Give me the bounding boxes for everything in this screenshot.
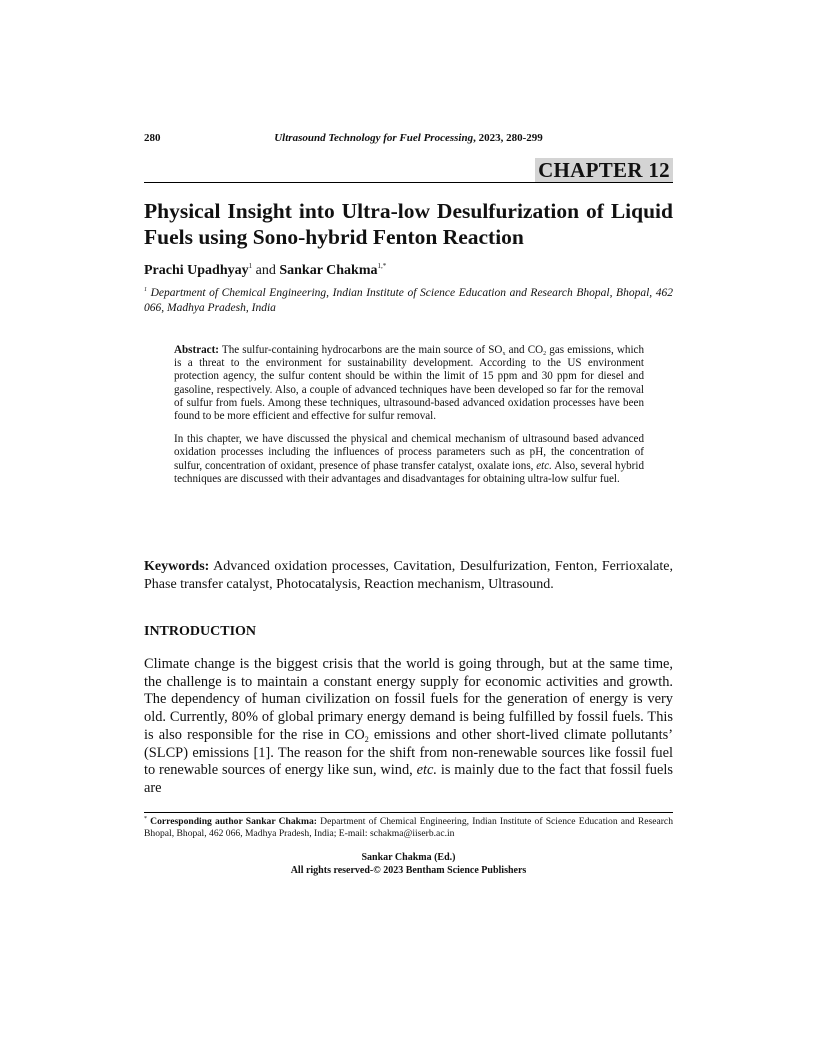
chapter-label: CHAPTER 12 [535,158,673,182]
page-number: 280 [144,132,161,144]
author-name: Sankar Chakma [279,263,378,278]
footnote [144,816,673,839]
author-affiliation-mark: 1 [248,262,253,270]
author-line [144,262,386,280]
footnote-rule [144,812,673,813]
keywords-label: Keywords: [144,559,210,574]
subscript: 2 [364,734,369,744]
footnote-mark: * [144,816,147,822]
author-affiliation-mark: 1,* [377,262,387,270]
keywords-list: Advanced oxidation processes, Cavitation, Desulfurization, Fenton, Ferrioxalate, Phase transfer catalyst, Photocatalysis, Reaction mechanism, Ultrasound. [144,559,673,592]
section-heading: INTRODUCTION [144,624,257,639]
footnote-label: Corresponding author Sankar Chakma: [147,816,317,827]
keywords [144,558,673,594]
etc-italic: etc. [416,762,437,779]
author-name: Prachi Upadhyay [144,263,249,278]
body-text: is mainly due to the fact that fossil fuels are [144,762,673,796]
body-text: Climate change is the biggest crisis that the world is going through, but at the same time, the challenge is to maintain a constant energy supply for economic activities and growth. The dependency of human civilization on fossil fuels for the generation of energy is very old. Currently, 80% of global primary energy demand is being fulfilled by fossil fuels. This is also responsible for the rise in CO [144,656,673,743]
journal-title: Ultrasound Technology for Fuel Processing [274,132,474,144]
editor-line: Sankar Chakma (Ed.) [361,852,456,863]
abstract-text: Also, several hybrid techniques are discussed with their advantages and disadvantages for obtaining ultra-low sulfur fuel. [174,459,644,485]
abstract-paragraph [174,344,644,423]
subscript: x [502,351,506,357]
abstract-text: and CO [505,344,544,356]
publisher-info [144,851,673,877]
journal-volume-pages: , 2023, 280-299 [473,132,543,144]
body-text: emissions and other short-lived climate pollutants’ (SLCP) emissions [1]. The reason for the shift from non-renewable sources like fossil fuel to renewable sources of energy like sun, wind, [144,726,673,779]
paper-title: Physical Insight into Ultra-low Desulfurization of Liquid Fuels using Sono-hybrid Fenton Reaction [144,199,673,249]
chapter-rule [144,182,673,183]
abstract-text: The sulfur-containing hydrocarbons are the main source of SO [218,344,503,356]
abstract [174,344,644,486]
affiliation-text: Department of Chemical Engineering, Indian Institute of Science Education and Research Bhopal, Bhopal, 462 066, Madhya Pradesh, India [144,287,673,314]
subscript: 2 [543,351,547,357]
abstract-paragraph [174,433,644,486]
journal-citation [144,132,673,144]
abstract-label: Abstract: [174,344,219,356]
affiliation-mark: 1 [144,287,147,293]
etc-italic: etc. [536,459,552,472]
footnote-text: Department of Chemical Engineering, Indian Institute of Science Education and Research Bhopal, Bhopal, 462 066, Madhya Pradesh, India; E-mail: schakma@iiserb.ac.in [144,816,673,839]
author-connector: and [252,263,280,278]
copyright-line: All rights reserved-© 2023 Bentham Science Publishers [290,865,527,876]
running-header [144,132,673,148]
abstract-text: gas emissions, which is a threat to the environment for sustainability development. According to the US environment protection agency, the sulfur content should be within the limit of 15 ppm and 30 ppm for diesel and gasoline, respectively. Also, a couple of advanced techniques have been developed so far for the removal of sulfur from fuels. Among these techniques, ultrasound-based advanced oxidation processes have been found to be more efficient and effective for sulfur removal. [174,344,644,423]
body-paragraph [144,656,673,798]
page [144,0,673,1056]
abstract-text: In this chapter, we have discussed the physical and chemical mechanism of ultrasound based advanced oxidation processes including the influences of process parameters such as pH, the concentration of sulfur, concentration of oxidant, presence of phase transfer catalyst, oxalate ions, [174,433,644,472]
affiliation [144,286,673,316]
